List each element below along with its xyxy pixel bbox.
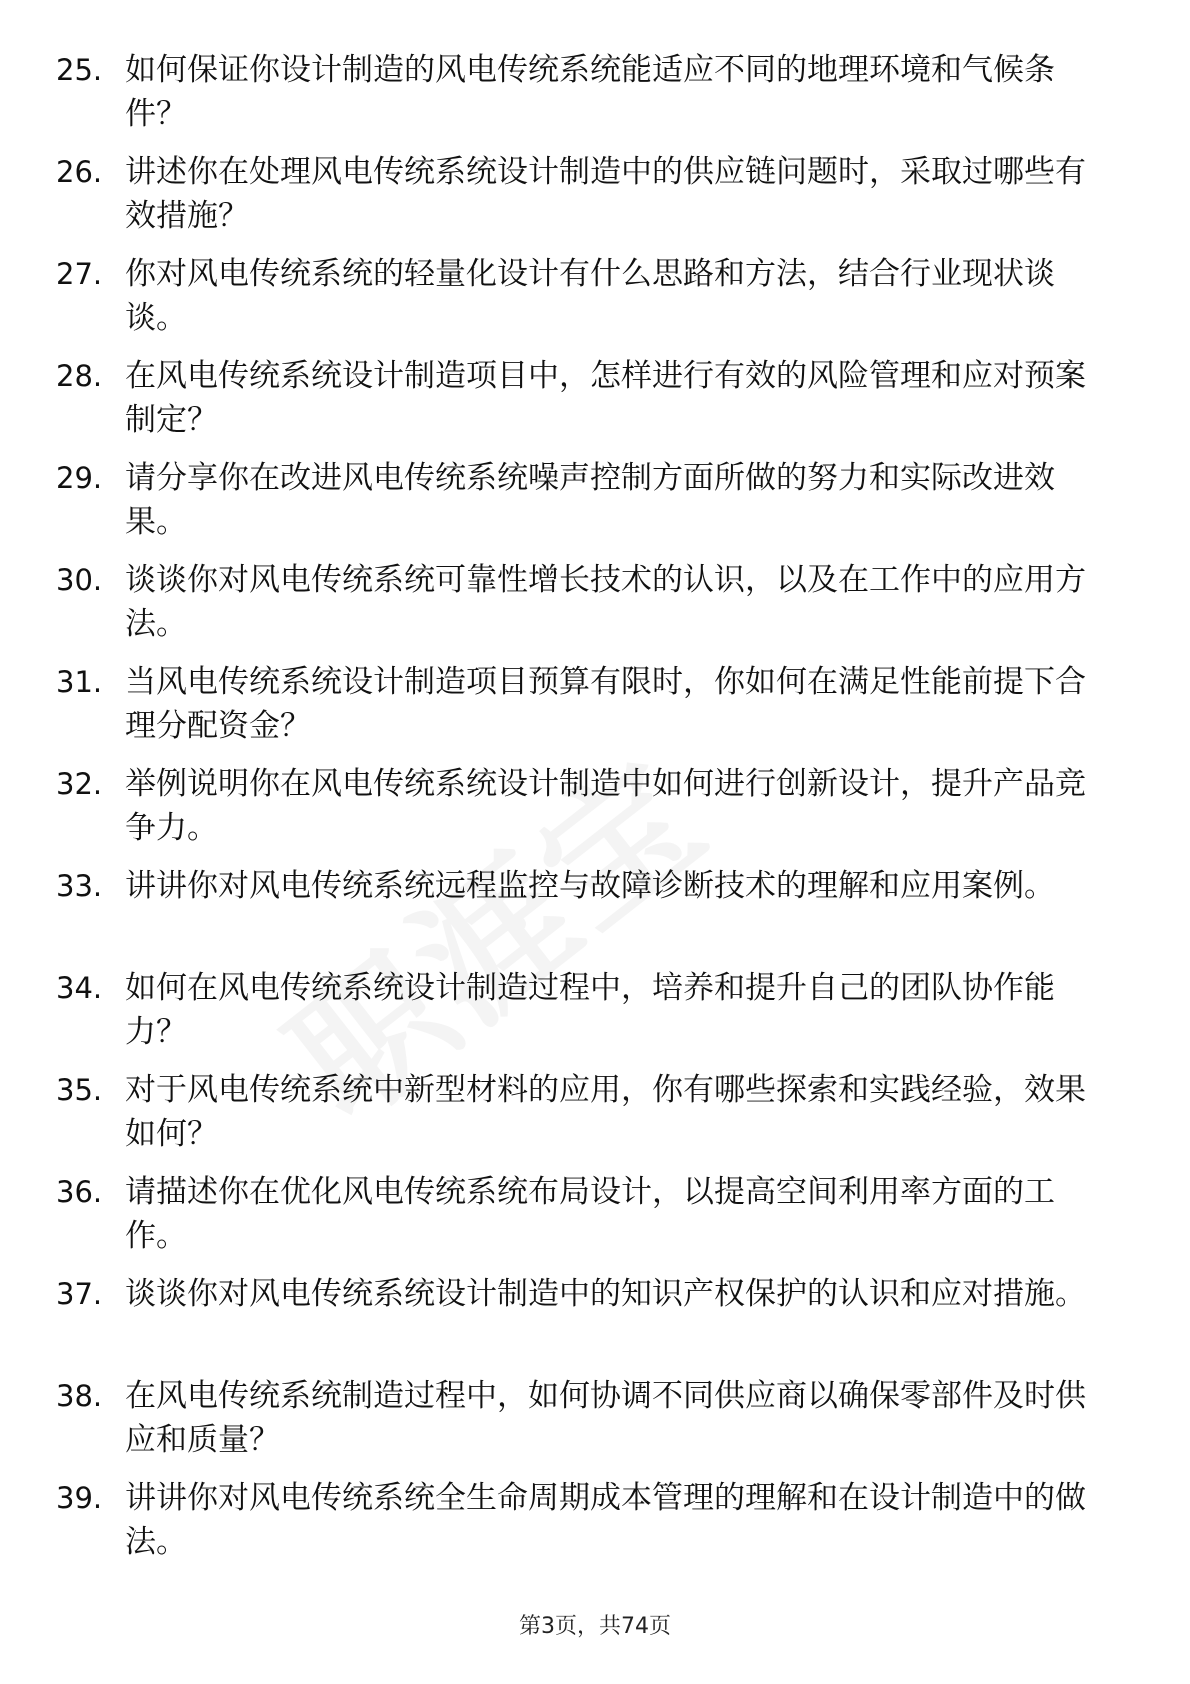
question-number: 39. — [56, 1481, 103, 1515]
page-number: 第3页，共74页 — [519, 1614, 671, 1639]
list-item — [0, 558, 1190, 660]
list-item — [0, 150, 1190, 252]
list-item — [0, 48, 1190, 150]
question-text: 谈谈你对风电传统系统设计制造中的知识产权保护的认识和应对措施。 — [125, 1276, 1086, 1312]
question-number: 36. — [56, 1175, 103, 1209]
question-list — [0, 48, 1190, 1578]
question-text: 讲述你在处理风电传统系统设计制造中的供应链问题时，采取过哪些有效措施？ — [125, 154, 1086, 234]
list-item — [0, 252, 1190, 354]
list-item — [0, 1374, 1190, 1476]
list-item — [0, 354, 1190, 456]
question-number: 33. — [56, 869, 103, 903]
question-text: 举例说明你在风电传统系统设计制造中如何进行创新设计，提升产品竞争力。 — [125, 766, 1086, 846]
question-number: 34. — [56, 971, 103, 1005]
question-number: 26. — [56, 155, 103, 189]
question-number: 30. — [56, 563, 103, 597]
question-number: 31. — [56, 665, 103, 699]
list-item — [0, 456, 1190, 558]
question-number: 27. — [56, 257, 103, 291]
question-number: 29. — [56, 461, 103, 495]
list-item — [0, 1476, 1190, 1578]
list-item — [0, 966, 1190, 1068]
question-text: 对于风电传统系统中新型材料的应用，你有哪些探索和实践经验，效果如何？ — [125, 1072, 1086, 1152]
question-number: 25. — [56, 53, 103, 87]
question-number: 37. — [56, 1277, 103, 1311]
question-text: 请分享你在改进风电传统系统噪声控制方面所做的努力和实际改进效果。 — [125, 460, 1055, 540]
list-item — [0, 864, 1190, 966]
question-text: 如何在风电传统系统设计制造过程中，培养和提升自己的团队协作能力？ — [125, 970, 1055, 1050]
list-item — [0, 1068, 1190, 1170]
question-number: 28. — [56, 359, 103, 393]
question-text: 如何保证你设计制造的风电传统系统能适应不同的地理环境和气候条件？ — [125, 52, 1055, 132]
question-text: 在风电传统系统设计制造项目中，怎样进行有效的风险管理和应对预案制定？ — [125, 358, 1086, 438]
question-text: 你对风电传统系统的轻量化设计有什么思路和方法，结合行业现状谈谈。 — [125, 256, 1055, 336]
question-number: 38. — [56, 1379, 103, 1413]
list-item — [0, 1170, 1190, 1272]
question-text: 谈谈你对风电传统系统可靠性增长技术的认识，以及在工作中的应用方法。 — [125, 562, 1086, 642]
list-item — [0, 762, 1190, 864]
question-text: 讲讲你对风电传统系统全生命周期成本管理的理解和在设计制造中的做法。 — [125, 1480, 1086, 1560]
question-number: 32. — [56, 767, 103, 801]
question-text: 讲讲你对风电传统系统远程监控与故障诊断技术的理解和应用案例。 — [125, 868, 1055, 904]
list-item — [0, 1272, 1190, 1374]
question-text: 当风电传统系统设计制造项目预算有限时，你如何在满足性能前提下合理分配资金？ — [125, 664, 1086, 744]
question-text: 在风电传统系统制造过程中，如何协调不同供应商以确保零部件及时供应和质量？ — [125, 1378, 1086, 1458]
question-text: 请描述你在优化风电传统系统布局设计，以提高空间利用率方面的工作。 — [125, 1174, 1055, 1254]
question-number: 35. — [56, 1073, 103, 1107]
list-item — [0, 660, 1190, 762]
